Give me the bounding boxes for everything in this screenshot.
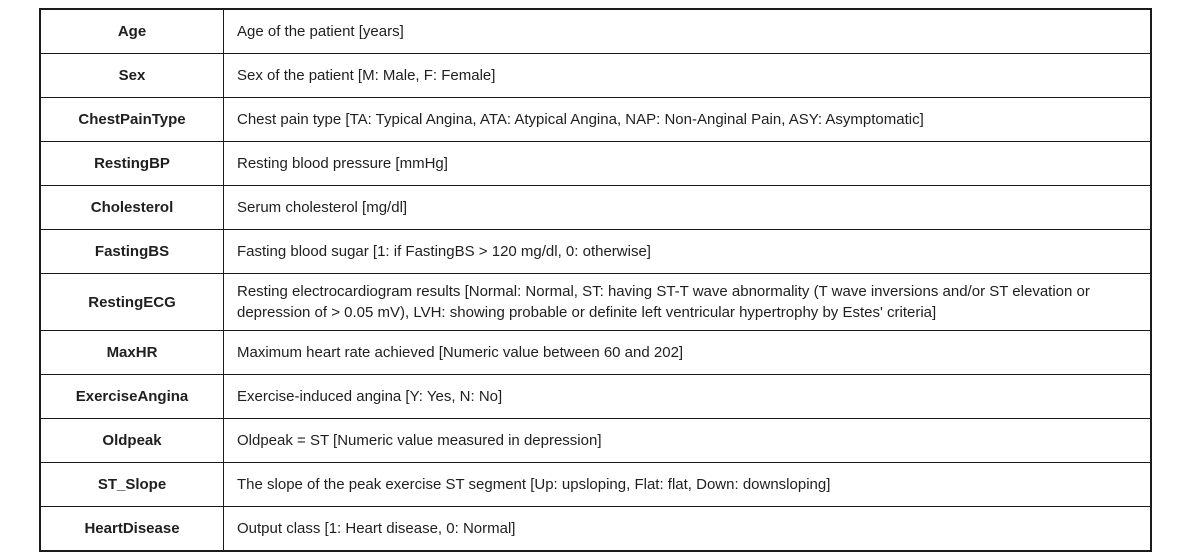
feature-description-cell: Fasting blood sugar [1: if FastingBS > 120 mg/dl, 0: otherwise] <box>224 230 1152 274</box>
feature-name-cell: ChestPainType <box>40 98 224 142</box>
feature-name-cell: FastingBS <box>40 230 224 274</box>
feature-name-cell: ExerciseAngina <box>40 375 224 419</box>
feature-description-cell: Maximum heart rate achieved [Numeric value between 60 and 202] <box>224 331 1152 375</box>
table-row <box>40 274 1151 331</box>
table-row <box>40 54 1151 98</box>
table-row <box>40 142 1151 186</box>
table-row <box>40 9 1151 54</box>
table-row <box>40 463 1151 507</box>
feature-name-cell: RestingBP <box>40 142 224 186</box>
feature-description-cell: Resting blood pressure [mmHg] <box>224 142 1152 186</box>
feature-table-container <box>39 8 1152 552</box>
feature-name-cell: Age <box>40 9 224 54</box>
feature-name-cell: ST_Slope <box>40 463 224 507</box>
table-row <box>40 230 1151 274</box>
feature-name-cell: Oldpeak <box>40 419 224 463</box>
feature-name-cell: Sex <box>40 54 224 98</box>
feature-table-body <box>40 9 1151 551</box>
feature-name-cell: Cholesterol <box>40 186 224 230</box>
table-row <box>40 331 1151 375</box>
feature-description-cell: Serum cholesterol [mg/dl] <box>224 186 1152 230</box>
feature-description-cell: The slope of the peak exercise ST segment [Up: upsloping, Flat: flat, Down: downsloping] <box>224 463 1152 507</box>
feature-name-cell: HeartDisease <box>40 507 224 552</box>
table-row <box>40 98 1151 142</box>
feature-description-cell: Sex of the patient [M: Male, F: Female] <box>224 54 1152 98</box>
table-row <box>40 375 1151 419</box>
feature-table <box>39 8 1152 552</box>
feature-name-cell: MaxHR <box>40 331 224 375</box>
table-row <box>40 507 1151 552</box>
table-row <box>40 419 1151 463</box>
feature-description-cell: Output class [1: Heart disease, 0: Normal] <box>224 507 1152 552</box>
feature-description-cell: Resting electrocardiogram results [Normal: Normal, ST: having ST-T wave abnormality (T wave inversions and/or ST elevation or depression of > 0.05 mV), LVH: showing probable or definite left ventricular hypertrophy by Estes' criteria] <box>224 274 1152 331</box>
feature-name-cell: RestingECG <box>40 274 224 331</box>
feature-description-cell: Oldpeak = ST [Numeric value measured in depression] <box>224 419 1152 463</box>
table-row <box>40 186 1151 230</box>
feature-description-cell: Age of the patient [years] <box>224 9 1152 54</box>
feature-description-cell: Chest pain type [TA: Typical Angina, ATA: Atypical Angina, NAP: Non-Anginal Pain, ASY: Asymptomatic] <box>224 98 1152 142</box>
feature-description-cell: Exercise-induced angina [Y: Yes, N: No] <box>224 375 1152 419</box>
